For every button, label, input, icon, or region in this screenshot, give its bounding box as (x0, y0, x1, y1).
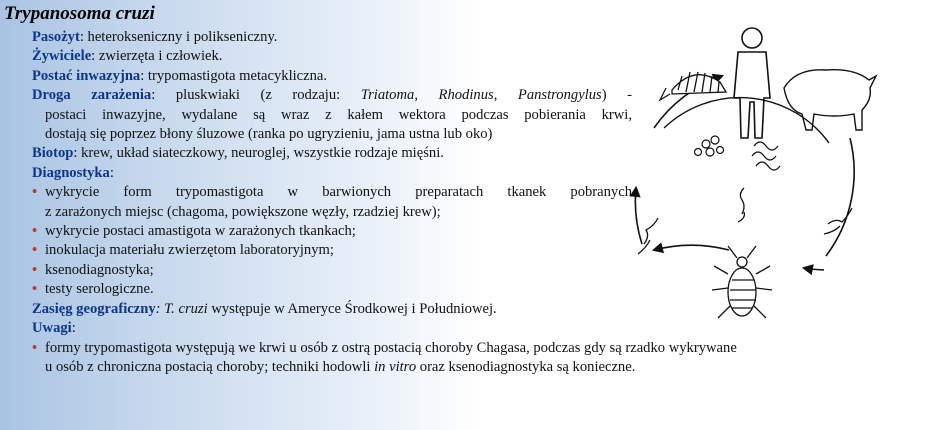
droga-label: Droga zarażenia (32, 87, 152, 104)
postac-label: Postać inwazyjna (32, 67, 141, 84)
uwagi-cont-post: oraz ksenodiagnostyka są konieczne. (416, 358, 636, 375)
droga-pre: : pluskwiaki (z rodzaju: (151, 87, 361, 104)
biotop-label: Biotop (32, 145, 74, 162)
zasieg-species: T. cruzi (160, 300, 208, 317)
pasozyt-row (32, 28, 632, 47)
diagnostyka-item-1-cont: z zarażonych miejsc (chagoma, powiększone węzły, rzadziej krew); (45, 203, 441, 220)
pasozyt-text: : heterokseniczny i polikseniczny. (79, 29, 278, 45)
droga-genus-2: Rhodinus (438, 87, 494, 104)
droga-sep-1: , (414, 87, 439, 104)
uwagi-item-1: • formy trypomastigota występują we krwi u osób z ostrą postacią choroby Chagasa, podczas gdy są rzadko wykrywane (32, 339, 885, 358)
armadillo-icon (660, 72, 726, 100)
droga-line-2: postaci inwazyjne, wydalane są wraz z kałem wektora podczas pobierania krwi, (45, 106, 632, 123)
arc-right (826, 138, 854, 256)
triatomine-bug-icon (712, 246, 772, 318)
pasozyt-label: Pasożyt (32, 29, 80, 45)
arrow-bottom-left (654, 245, 729, 250)
droga-line-3: dostają się poprzez błony śluzowe (ranka po ugryzieniu, jama ustna lub oko) (45, 126, 493, 143)
diagnostyka-item-5: • testy serologiczne. (32, 280, 632, 299)
droga-sep-2: , (493, 87, 518, 104)
epimastigote-icon (738, 188, 744, 222)
arrow-left (635, 188, 642, 244)
diagnostyka-item-2: • wykrycie postaci amastigota w zarażonych tkankach; (32, 222, 632, 241)
diagnostyka-item-4: • ksenodiagnostyka; (32, 261, 632, 280)
life-cycle-diagram (614, 18, 914, 418)
arrow-right (804, 268, 824, 270)
zasieg-row (32, 300, 632, 319)
droga-row (32, 86, 632, 105)
uwagi-row (32, 319, 632, 338)
uwagi-cont-italic: in vitro (374, 358, 417, 375)
postac-row (32, 67, 632, 86)
droga-genus-3: Panstrongylus (517, 87, 602, 104)
diagnostyka-colon: : (109, 164, 114, 181)
page-title: Trypanosoma cruzi (4, 3, 155, 24)
zasieg-text: występuje w Ameryce Środkowej i Południowej. (207, 300, 497, 317)
uwagi-cont-pre: u osób z chroniczna postacią choroby; techniki hodowli (45, 358, 375, 375)
zywiciele-label: Żywiciele (32, 48, 92, 65)
zasieg-colon: : (155, 300, 161, 317)
diagnostyka-item-1: • wykrycie form trypomastigota w barwionych preparatach tkanek pobranych (32, 183, 632, 202)
diagnostyka-row (32, 164, 632, 183)
amastigote-cluster-icon (695, 136, 724, 156)
main-content (32, 28, 737, 377)
diagnostyka-label: Diagnostyka (32, 164, 110, 181)
human-icon (734, 28, 770, 138)
zywiciele-row (32, 47, 632, 66)
biotop-text: : krew, układ siateczkowy, neuroglej, wszystkie rodzaje mięśni. (73, 145, 444, 162)
diagnostyka-item-3: • inokulacja materiału zwierzętom laboratoryjnym; (32, 241, 632, 260)
postac-text: : trypomastigota metacykliczna. (140, 67, 328, 84)
dog-icon (784, 70, 876, 130)
uwagi-item-1-cont (32, 358, 636, 377)
biotop-row (32, 144, 632, 163)
droga-genus-1: Triatoma (360, 87, 415, 104)
trypomastigote-left-icon (638, 218, 658, 254)
uwagi-label: Uwagi (32, 320, 72, 337)
tissue-cells-icon (752, 142, 780, 170)
zasieg-label: Zasięg geograficzny (32, 300, 156, 317)
droga-post: ) - (601, 87, 633, 104)
zywiciele-text: : zwierzęta i człowiek. (91, 48, 223, 65)
uwagi-colon: : (71, 320, 76, 337)
